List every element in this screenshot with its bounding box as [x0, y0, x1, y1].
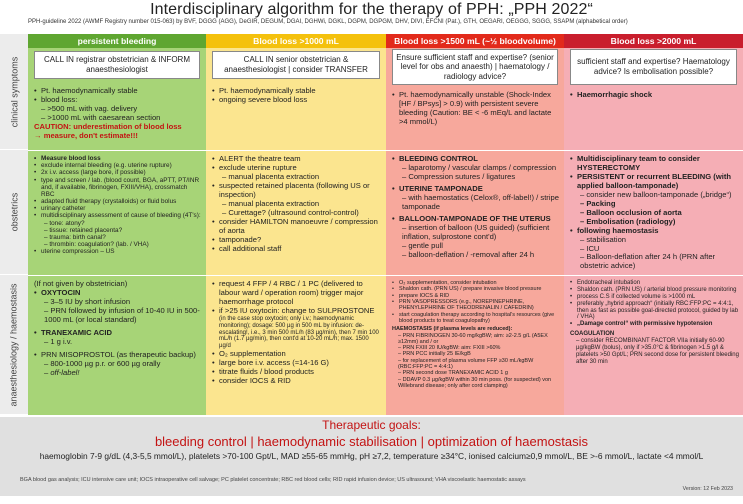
call-box-3: Ensure sufficient staff and expertise? (senior level for obs and anaesth) | haematology / radiology advice?: [392, 49, 558, 85]
goals-values: haemoglobin 7-9 g/dL (4,3-5,5 mmol/L), platelets >70-100 Gpt/L, MAD ≥55-65 mmHg, pH ≥7,2, temperature ≥34°C, ionised calcium≥0,9 mmol/L, BE >-6 mmol/L, lactate <4 mmol/L: [39, 451, 704, 461]
page-title: Interdisciplinary algorithm for the therapy of PPH: „PPH 2022“: [150, 1, 593, 18]
anaesthesia-item: • PRN MISOPROSTOL (as therapeutic backup): [34, 351, 202, 360]
anaesthesia-item: (in the case stop oxytocin; only i.v.; haemodynamic monitoring); dosage: 500 µg in 500 mL by infusion: de-escalating!, i.e., 3 min 500 mL/h (83 µg/min), then 7 min 100 mL/h (1.7 µg/min), then cont'd at 10-20 mL/h; max. 1500 µg/d: [219, 315, 379, 350]
anaesthesia-item: • request 4 FFP / 4 RBC / 1 PC (delivered to labour ward / operation room) trigger major haemorrhage protocol: [212, 280, 382, 307]
anaesthesia-item: • Shaldon cath. (PRN US) / prepare invasive blood pressure: [392, 286, 560, 292]
obstetrics-item: – stabilisation: [580, 234, 627, 244]
abbreviations-footer: BGA blood gas analysis; ICU intensive care unit; IOCS intraoperative cell salvage; PC platelet concentrate; RBC red blood cells; RID rapid infusion device; US ultrasound; VHA viscoelastic haemostatic assays: [20, 477, 526, 483]
obstetrics-item: • BALLOON-TAMPONADE OF THE UTERUS: [392, 215, 560, 224]
goals-line: bleeding control | haemodynamic stabilisation | optimization of haemostasis: [154, 434, 589, 449]
call-box-2: CALL IN senior obstetrician & anaesthesiologist | consider TRANSFER: [212, 51, 380, 79]
goals-title: Therapeutic goals:: [322, 418, 421, 432]
anaesthesia-item: – PRN FXIII 20 IU/kgBW: aim: FXIII >60%: [398, 345, 501, 352]
anaesthesia-item: HAEMOSTASIS (if plasma levels are reduced):: [392, 326, 513, 333]
guideline-subtitle: PPH-guideline 2022 (AWMF Registry number 015-063) by BVF, DGGG (AGG), DeGIR, DEGUM, DGAI, DGHWi, DGKL, DGPM, DGPGM, DHV, DIVI, EFCNI (Pat.), GTH, OEGARI, OEGGG, SGGG, SSAPM (alphabetical order): [28, 19, 628, 25]
obstetrics-item: • suspected retained placenta (following US or inspection): [212, 182, 382, 200]
anaesthesia-item: – for replacement of plasma volume FFP ≥30 mL/kgBW (RBC:FFP:PC = 4:4:1): [398, 357, 534, 371]
obstetrics-item: – insertion of balloon (US guided) (sufficient inflation, sulprostone cont'd): [402, 222, 550, 241]
obstetrics-item: – Balloon-deflation after 24 h (PRN after obstetric advice): [580, 252, 716, 271]
clinical-cell-1: [30, 84, 206, 150]
header-1500ml: Blood loss >1500 mL (~½ bloodvolume): [386, 34, 564, 48]
obstetrics-cell-3: [388, 152, 564, 275]
row-label-clinical: clinical symptoms: [0, 34, 28, 150]
obstetrics-item: • consider HAMILTON manoeuvre / compression of aorta: [212, 218, 382, 236]
anaesthesia-item: – 800-1000 µg p.r. or 600 µg orally: [44, 358, 161, 368]
clinical-item: • Pt. haemodynamically stable: [34, 87, 202, 96]
obstetrics-item: – Balloon occlusion of aorta: [580, 207, 682, 217]
version-label: Version: 12 Feb 2023: [682, 486, 733, 492]
obstetrics-item: – tone: atony?: [44, 219, 85, 227]
obstetrics-item: – tissue: retained placenta?: [44, 226, 123, 234]
clinical-item: • ongoing severe blood loss: [212, 96, 382, 105]
obstetrics-item: – Embolisation (radiology): [580, 216, 676, 226]
obstetrics-item: • uterine compression – US: [34, 248, 202, 255]
anaesthesia-item: • OXYTOCIN: [34, 289, 202, 298]
clinical-cell-4: [566, 88, 743, 150]
obstetrics-cell-4: [566, 152, 743, 275]
obstetrics-item: – Curettage? (ultrasound control-control): [222, 207, 359, 217]
anaesthesia-item: • prepare IOCS & RID: [392, 293, 560, 299]
anaesthesia-item: COAGULATION: [570, 331, 615, 338]
obstetrics-item: • adapted fluid therapy (crystalloids) or fluid bolus: [34, 198, 202, 205]
obstetrics-item: – ICU: [580, 243, 600, 253]
anaesthesia-item: • process C.S if collected volume is >1000 mL: [570, 294, 739, 301]
anaesthesia-item: • „Damage control“ with permissive hypotension: [570, 321, 739, 328]
clinical-item: • Haemorrhagic shock: [570, 91, 739, 100]
anaesthesia-cell-2: [208, 277, 386, 415]
anaesthesia-item: • Shaldon cath. (PRN US) / arterial blood pressure monitoring: [570, 287, 739, 294]
obstetrics-item: • UTERINE TAMPONADE: [392, 185, 560, 194]
anaesthesia-item: • Endotracheal intubation: [570, 280, 739, 287]
anaesthesia-item: (If not given by obstetrician): [34, 279, 128, 288]
call-box-1: CALL IN registrar obstetrician & INFORM anaesthesiologist: [34, 51, 200, 79]
anaesthesia-item: • PRN VASOPRESSORS (e.g., NOREPINEPHRINE, PHENYLEPHRINE OF THEODRENALIN / CAFEDRIN): [392, 299, 560, 312]
caution-text: → measure, don't estimate!!!: [34, 130, 138, 140]
header-2000ml: Blood loss >2000 mL: [564, 34, 743, 48]
clinical-item: • blood loss:: [34, 96, 202, 105]
obstetrics-item: • BLEEDING CONTROL: [392, 155, 560, 164]
call-box-4: sufficient staff and expertise? Haematology advice? Is embolisation possible?: [570, 49, 737, 85]
obstetrics-item: • exclude uterine rupture: [212, 164, 382, 173]
clinical-cell-3: [388, 88, 564, 150]
obstetrics-item: – trauma: birth canal?: [44, 233, 106, 241]
obstetrics-item: • call additional staff: [212, 245, 382, 254]
header-1000ml: Blood loss >1000 mL: [206, 34, 386, 48]
anaesthesia-item: – 1 g i.v.: [44, 336, 73, 346]
anaesthesia-item: • consider IOCS & RID: [212, 377, 382, 386]
anaesthesia-item: – PRN FIBRINOGEN 30-60 mg/kgBW; aim: ≥2-2.5 g/L (A5EX ≥12mm) and / or: [398, 332, 548, 345]
row-label-anaesthesiology: anaesthesiology / haemostasis: [0, 275, 28, 415]
obstetrics-item: – manual placenta extraction: [222, 198, 320, 208]
obstetrics-item: • type and screen / lab. (blood count, BGA, aPTT, PT/INR and, if available, fibrinogen, FXIII/VHA), crossmatch RBC: [34, 177, 202, 199]
clinical-item: – >1000 mL with caesarean section: [41, 112, 161, 122]
obstetrics-item: – manual placenta extraction: [222, 171, 320, 181]
anaesthesia-item: • start coagulation therapy according to hospital's resources (give blood products to treat coagulopathy): [392, 312, 560, 325]
anaesthesia-item: – consider RECOMBINANT FACTOR VIIa initially 60-90 µg/kgBW (bolus), only if >35.0°C & fibrinogen >1.5 g/l & platelets >50 Gpt/L; PRN second dose for persistent bleeding after 30 min: [576, 338, 739, 365]
anaesthesia-item: • large bore i.v. access (≈14-16 G): [212, 359, 382, 368]
obstetrics-item: • exclude internal bleeding (e.g. uterine rupture): [34, 162, 202, 169]
obstetrics-item: – gentle pull: [402, 240, 443, 250]
obstetrics-item: • multidisciplinary assessment of cause of bleeding (4T's):: [34, 212, 202, 219]
obstetrics-item: – thrombin: coagulation? (lab. / VHA): [44, 241, 149, 249]
header-persistent-bleeding: persistent bleeding: [28, 34, 206, 48]
clinical-item: – >500 mL with vag. delivery: [41, 103, 138, 113]
algorithm-grid: [0, 34, 743, 415]
obstetrics-item: • PERSISTENT or recurrent BLEEDING (with applied balloon-tamponade): [570, 173, 739, 191]
obstetrics-item: – balloon-deflation / -removal after 24 h: [402, 249, 535, 259]
anaesthesia-item: – PRN followed by infusion of 10-40 IU in 500-1000 mL (or local standard): [44, 305, 200, 324]
obstetrics-item: • tamponade?: [212, 236, 382, 245]
anaesthesia-item: – off-label!: [44, 367, 80, 377]
anaesthesia-item: – PRN second dose TRANEXAMIC ACID 1 g: [398, 370, 508, 377]
anaesthesia-item: – 3–5 IU by short infusion: [44, 296, 131, 306]
obstetrics-item: • urinary catheter: [34, 205, 202, 212]
row-divider: [28, 275, 743, 276]
clinical-item: • Pt. haemodynamically stable: [212, 87, 382, 96]
clinical-item: • Pt. haemodynamically unstable (Shock-Index [HF / BPsys] > 0.9) with persistent severe bleeding (Caution: BE < -6 mEq/L and lactate >4 mmol/L): [392, 91, 560, 127]
anaesthesia-cell-3: [388, 277, 564, 415]
obstetrics-item: – with haemostatics (Celox®, off-label!) / stripe tamponade: [402, 192, 559, 211]
obstetrics-item: – Compression sutures / ligatures: [402, 171, 516, 181]
obstetrics-item: • 2x i.v. access (large bore, if possible): [34, 169, 202, 176]
anaesthesia-cell-1: [30, 277, 206, 415]
obstetrics-item: • following haemostasis: [570, 227, 739, 236]
row-label-obstetrics: obstetrics: [0, 150, 28, 275]
obstetrics-cell-1: [30, 152, 206, 275]
obstetrics-item: – Packing: [580, 198, 616, 208]
clinical-cell-2: [208, 84, 386, 150]
obstetrics-item: – consider new balloon-tamponade („bridge“): [580, 189, 732, 199]
obstetrics-item: • Measure blood loss: [34, 155, 202, 162]
anaesthesia-item: • TRANEXAMIC ACID: [34, 329, 202, 338]
obstetrics-item: • Multidisciplinary team to consider HYSTERECTOMY: [570, 155, 739, 173]
obstetrics-cell-2: [208, 152, 386, 275]
row-divider: [28, 150, 743, 151]
anaesthesia-item: • O₂ supplementation: [212, 350, 382, 359]
anaesthesia-item: • titrate fluids / blood products: [212, 368, 382, 377]
caution-text: CAUTION: underestimation of blood loss: [34, 121, 182, 131]
anaesthesia-item: • O₂ supplementation, consider intubation: [392, 280, 560, 286]
therapeutic-goals-panel: [0, 417, 743, 496]
obstetrics-item: • ALERT the theatre team: [212, 155, 382, 164]
obstetrics-item: – laparotomy / vascular clamps / compression: [402, 162, 557, 172]
anaesthesia-cell-4: [566, 277, 743, 415]
anaesthesia-item: – DDAVP 0.3 µg/kgBW within 30 min poss. (for suspected) von Willebrand disease; only after cord clamping): [398, 376, 552, 389]
anaesthesia-item: • if >25 IU oxytocin: change to SULPROSTONE: [212, 307, 382, 316]
anaesthesia-item: – PRN PCC initially 25 IE/kgB: [398, 351, 471, 358]
anaesthesia-item: • preferably „hybrid approach“ (initially RBC:FFP:PC = 4:4:1, then as fast as possible goal-directed protocol, guided by lab / VHA): [570, 301, 739, 322]
